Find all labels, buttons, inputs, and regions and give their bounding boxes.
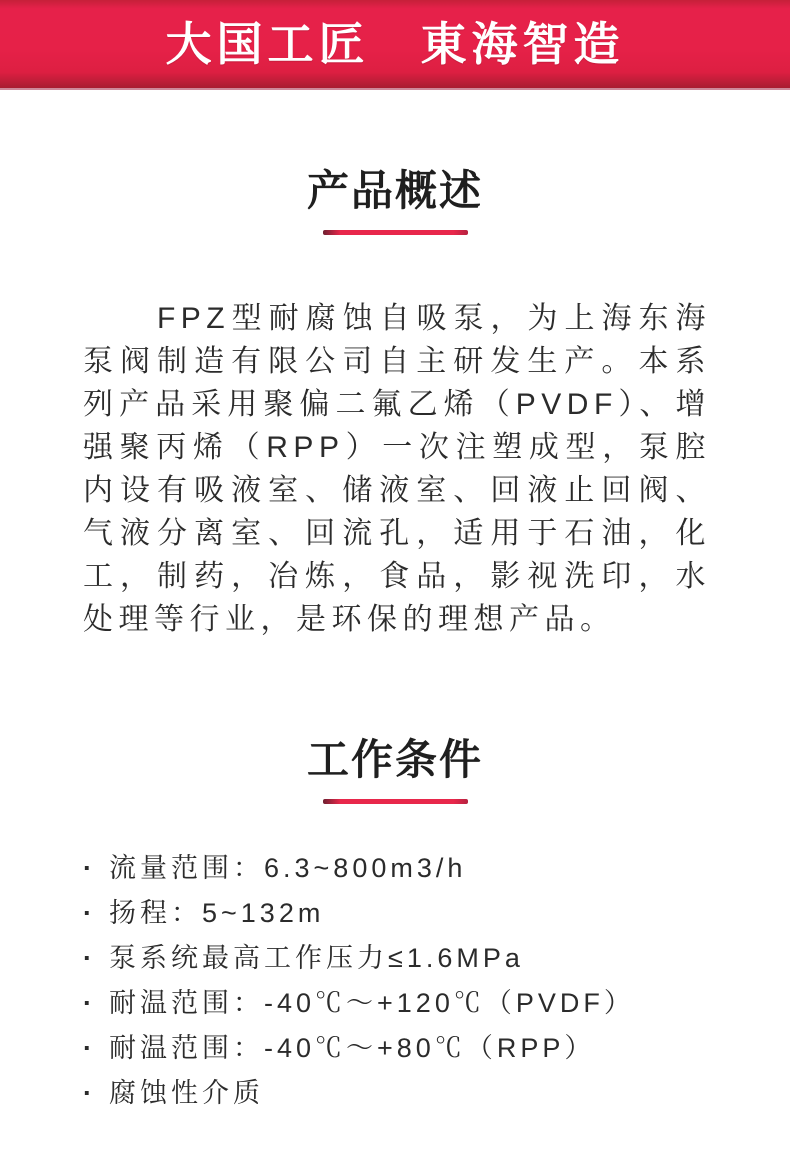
condition-head-range: 扬程：5~132m: [109, 898, 325, 928]
list-item: [83, 1034, 730, 1062]
overview-paragraph: FPZ型耐腐蚀自吸泵，为上海东海泵阀制造有限公司自主研发生产。本系列产品采用聚偏二氟乙烯（PVDF）、增强聚丙烯（RPP）一次注塑成型，泵腔内设有吸液室、储液室、回液止回阀、气液分离室、回流孔，适用于石油，化工，制药，冶炼，食品，影视洗印，水处理等行业，是环保的理想产品。: [83, 302, 711, 636]
bullet-dot-icon: ·: [83, 943, 96, 973]
brand-banner-title: 大国工匠 東海智造: [165, 18, 625, 70]
section-working-conditions: [0, 736, 790, 1108]
condition-temp-range-rpp: 耐温范围：-40℃～+80℃（RPP）: [109, 1033, 596, 1063]
condition-temp-range-pvdf: 耐温范围：-40℃～+120℃（PVDF）: [109, 988, 635, 1018]
section-overview: [0, 167, 790, 641]
condition-corrosive-media: 腐蚀性介质: [109, 1078, 264, 1108]
list-item: [83, 944, 730, 972]
brand-banner: [0, 0, 790, 90]
overview-title-underline: [323, 230, 468, 235]
bullet-dot-icon: ·: [83, 898, 96, 928]
conditions-list: [83, 854, 730, 1107]
bullet-dot-icon: ·: [83, 1078, 96, 1108]
conditions-title-underline: [323, 799, 468, 804]
bullet-dot-icon: ·: [83, 988, 96, 1018]
list-item: [83, 854, 730, 882]
list-item: [83, 1079, 730, 1107]
condition-max-pressure: 泵系统最高工作压力≤1.6MPa: [109, 943, 524, 973]
condition-flow-range: 流量范围：6.3~800m3/h: [109, 853, 467, 883]
conditions-section-title: 工作条件: [306, 736, 483, 783]
bullet-dot-icon: ·: [83, 853, 96, 883]
bullet-dot-icon: ·: [83, 1033, 96, 1063]
list-item: [83, 989, 730, 1017]
list-item: [83, 899, 730, 927]
overview-section-title: 产品概述: [306, 167, 483, 214]
